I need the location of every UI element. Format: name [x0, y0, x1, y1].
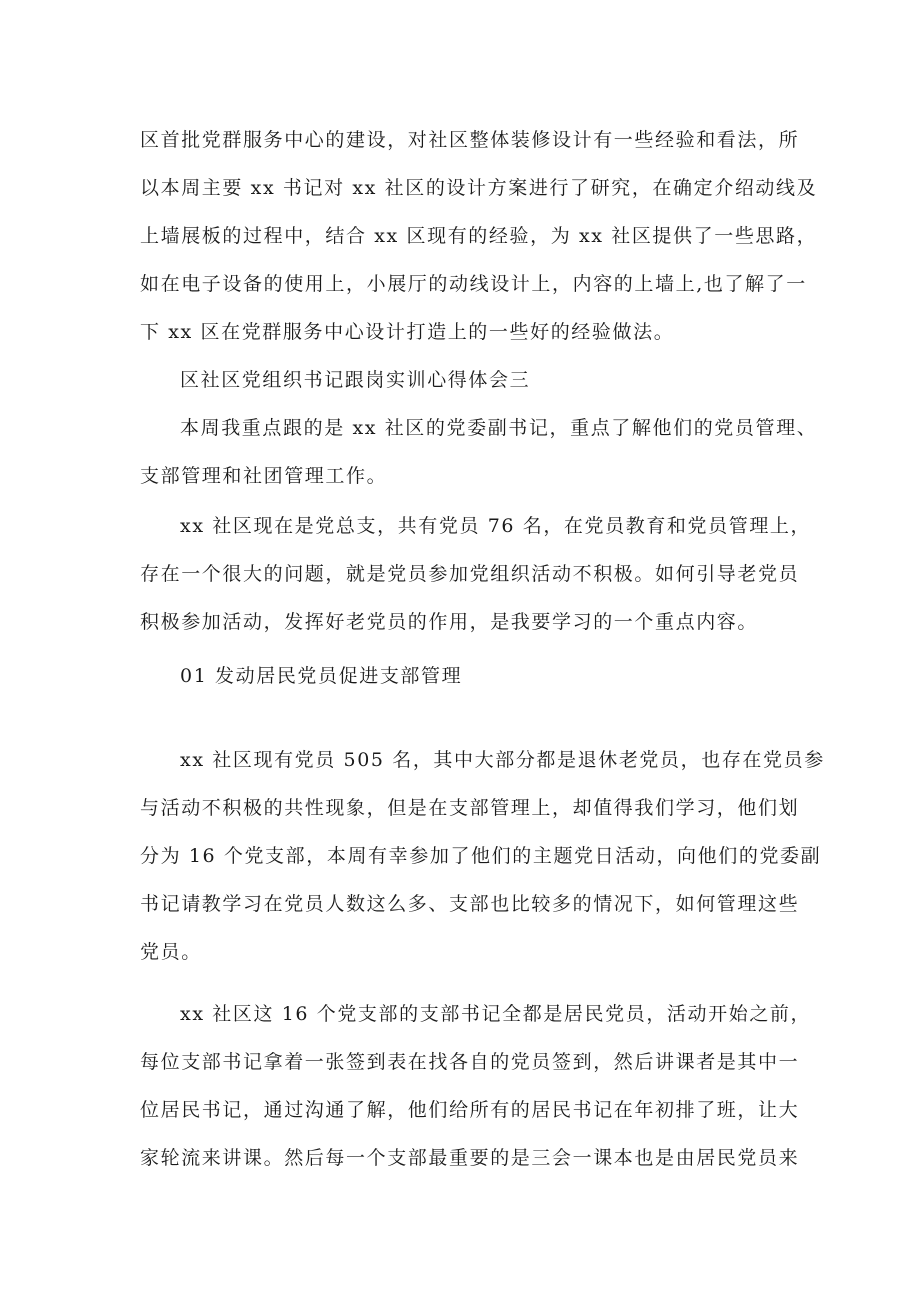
paragraph-2-line-1: 本周我重点跟的是 xx 社区的党委副书记，重点了解他们的党员管理、	[180, 417, 818, 439]
paragraph-1-line-5: 下 xx 区在党群服务中心设计打造上的一些好的经验做法。	[140, 321, 675, 343]
paragraph-5-line-3: 位居民书记，通过沟通了解，他们给所有的居民书记在年初排了班，让大	[140, 1099, 800, 1121]
paragraph-4-line-3: 分为 16 个党支部，本周有幸参加了他们的主题党日活动，向他们的党委副	[140, 845, 822, 867]
paragraph-5-line-4: 家轮流来讲课。然后每一个支部最重要的是三会一课本也是由居民党员来	[140, 1147, 800, 1169]
paragraph-3-line-1: xx 社区现在是党总支，共有党员 76 名，在党员教育和党员管理上，	[180, 515, 812, 537]
subheading: 01 发动居民党员促进支部管理	[180, 665, 463, 687]
paragraph-1-line-2: 以本周主要 xx 书记对 xx 社区的设计方案进行了研究，在确定介绍动线及	[140, 177, 818, 199]
paragraph-4-line-5: 党员。	[140, 941, 202, 963]
paragraph-1-line-1: 区首批党群服务中心的建设，对社区整体装修设计有一些经验和看法，所	[140, 129, 800, 151]
paragraph-1-line-4: 如在电子设备的使用上，小展厅的动线设计上，内容的上墙上,也了解了一	[140, 273, 807, 295]
paragraph-4-line-4: 书记请教学习在党员人数这么多、支部也比较多的情况下，如何管理这些	[140, 893, 800, 915]
paragraph-3-line-2: 存在一个很大的问题，就是党员参加党组织活动不积极。如何引导老党员	[140, 563, 800, 585]
paragraph-5-line-2: 每位支部书记拿着一张签到表在找各自的党员签到，然后讲课者是其中一	[140, 1051, 800, 1073]
paragraph-2-line-2: 支部管理和社团管理工作。	[140, 465, 388, 487]
paragraph-3-line-3: 积极参加活动，发挥好老党员的作用，是我要学习的一个重点内容。	[140, 611, 759, 633]
paragraph-1-line-3: 上墙展板的过程中，结合 xx 区现有的经验，为 xx 社区提供了一些思路，	[140, 225, 818, 247]
section-title: 区社区党组织书记跟岗实训心得体会三	[180, 369, 531, 391]
paragraph-5-line-1: xx 社区这 16 个党支部的支部书记全都是居民党员，活动开始之前，	[180, 1003, 812, 1025]
paragraph-4-line-1: xx 社区现有党员 505 名，其中大部分都是退休老党员，也存在党员参	[180, 749, 825, 771]
paragraph-4-line-2: 与活动不积极的共性现象，但是在支部管理上，却值得我们学习，他们划	[140, 797, 800, 819]
